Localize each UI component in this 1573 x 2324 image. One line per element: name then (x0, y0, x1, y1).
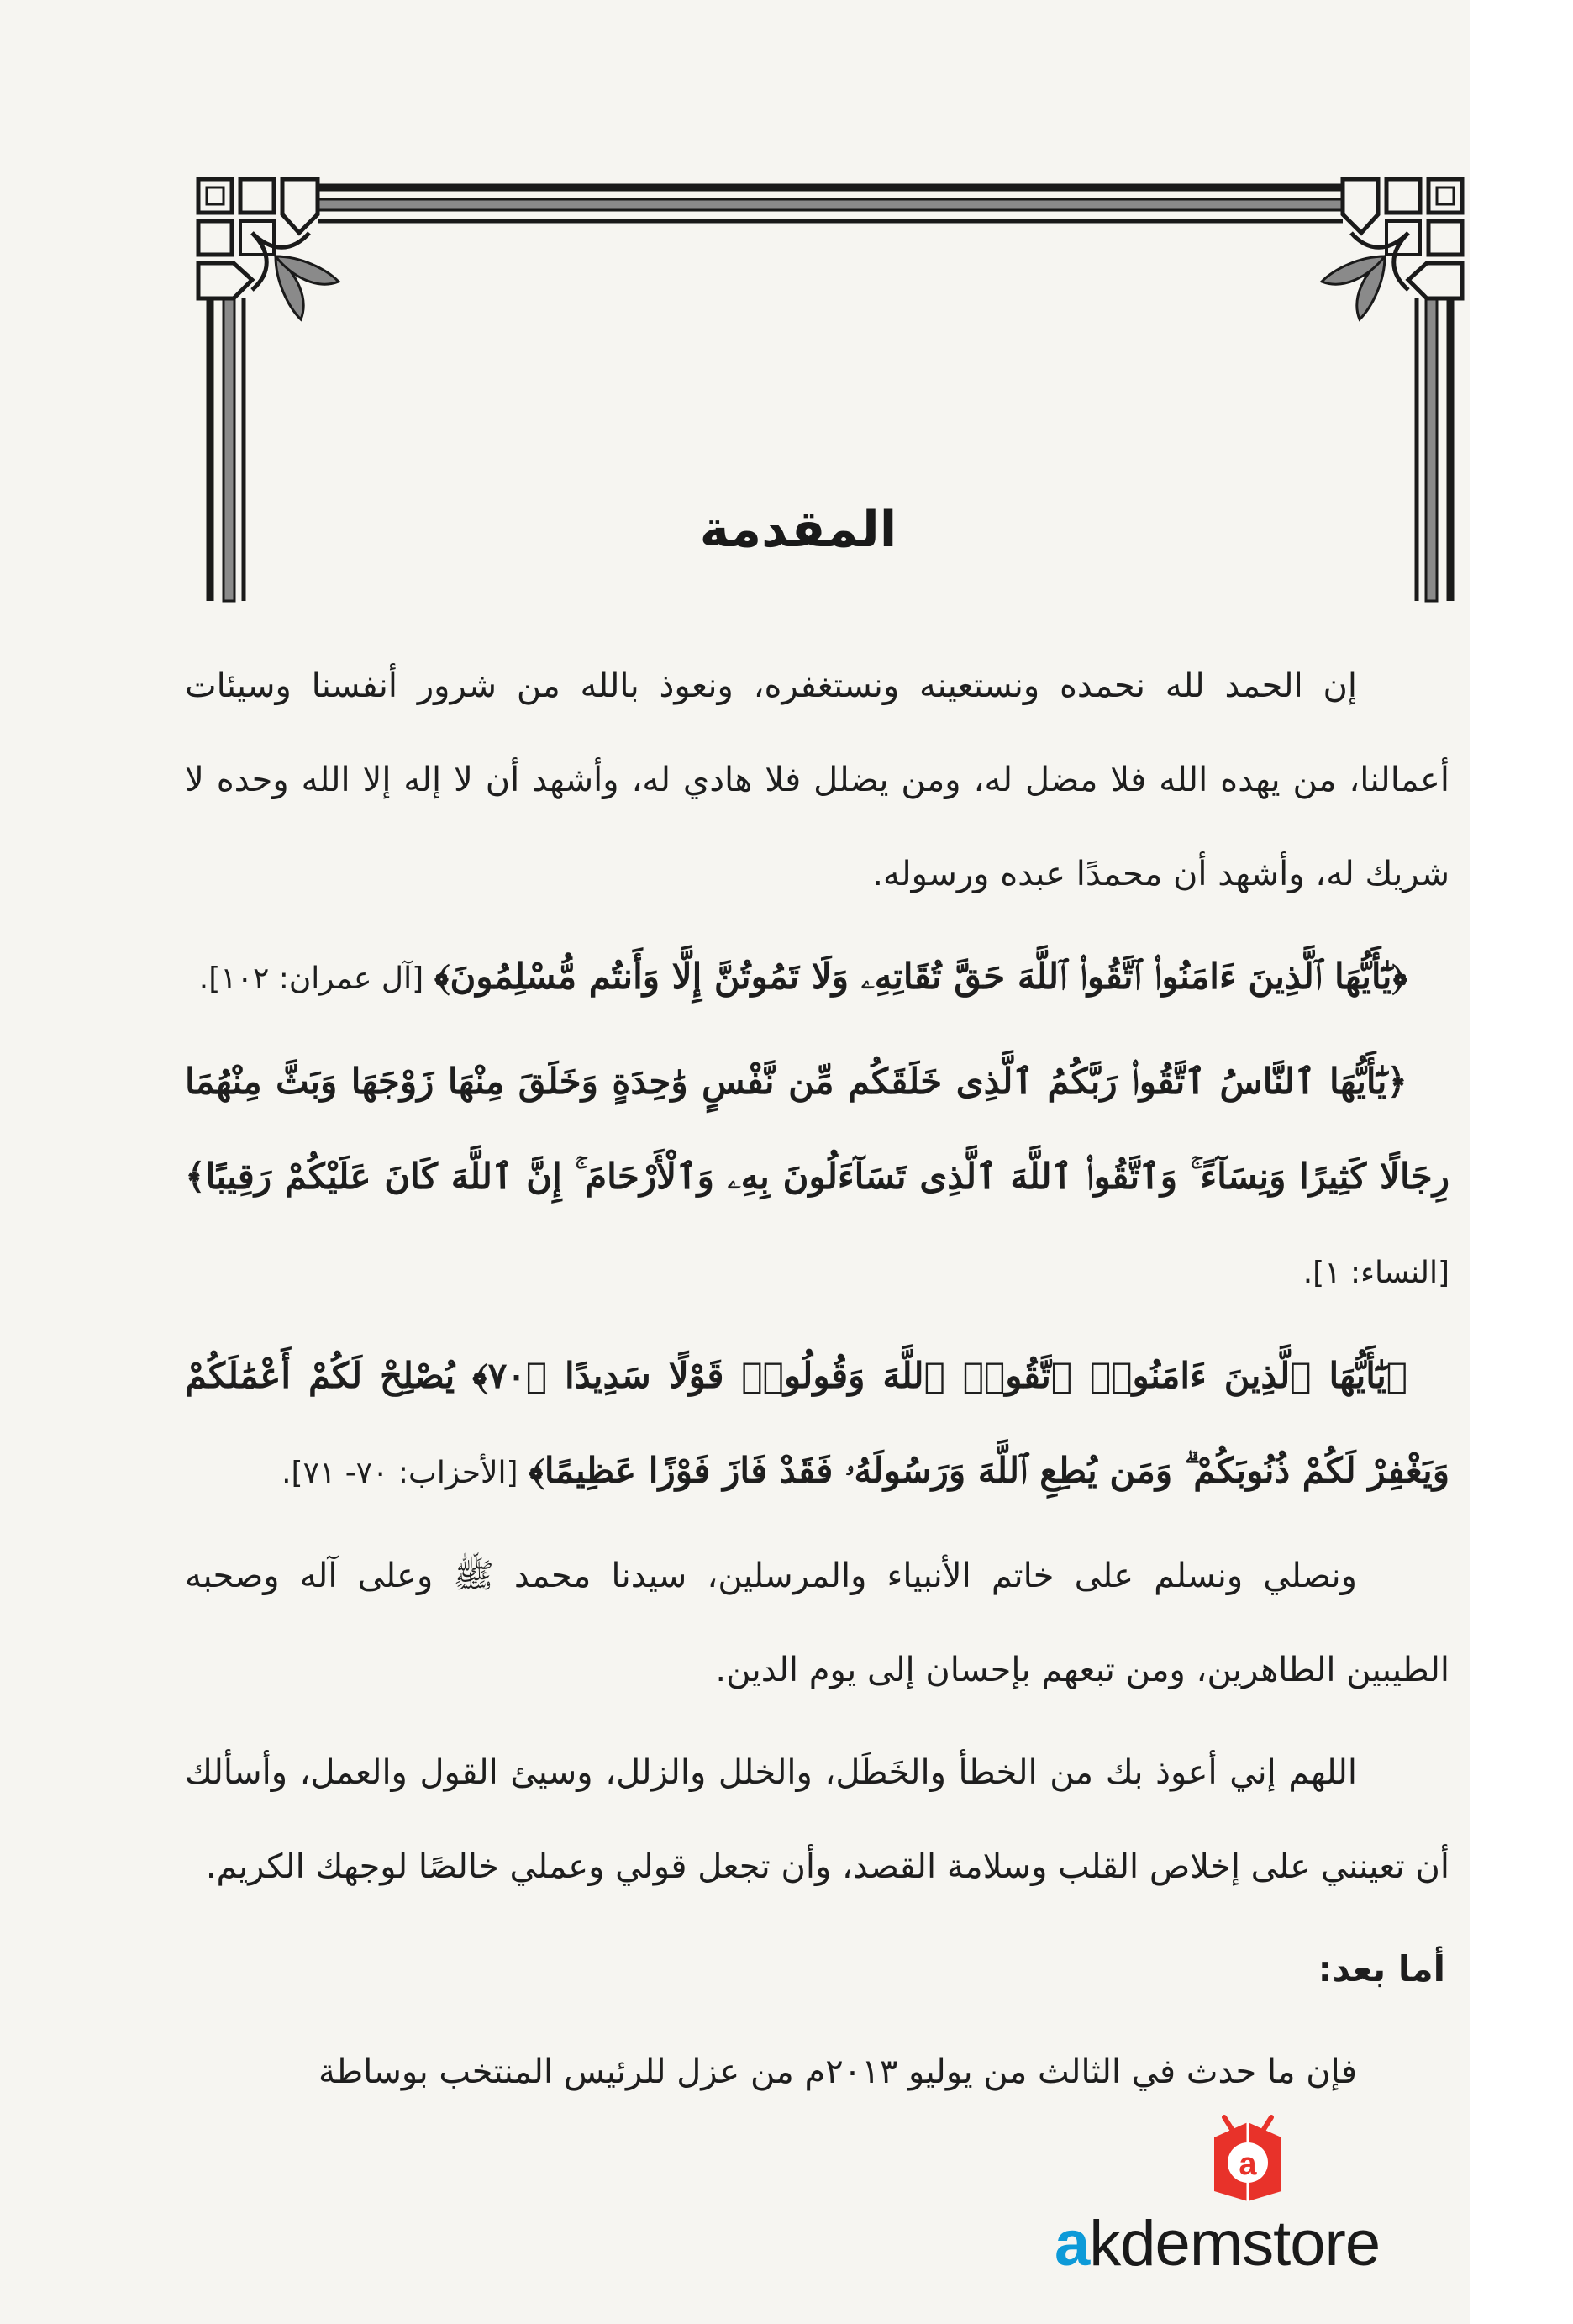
dua-paragraph: اللهم إني أعوذ بك من الخطأ والخَطَل، والخلل والزلل، وسيئ القول والعمل، وأسألك أن تعينني على إخلاص القلب وسلامة القصد، وأن تجعل قولي وعملي خالصًا لوجهك الكريم. (185, 1753, 1449, 1886)
brand-name: kdemstore (1089, 2208, 1381, 2279)
verse-reference: [آل عمران: ١٠٢]. (198, 962, 424, 996)
verse-reference: [النساء: ١]. (1302, 1256, 1449, 1290)
page-margin (1470, 0, 1573, 2324)
section-heading: أما بعد: (1318, 1948, 1445, 1989)
verse-text: ﴿يَٰٓأَيُّهَا ٱلنَّاسُ ٱتَّقُوا۟ رَبَّكُمُ ٱلَّذِى خَلَقَكُم مِّن نَّفْسٍ وَٰحِدَةٍ وَخَلَقَ مِنْهَا زَوْجَهَا وَبَثَّ مِنْهُمَا رِجَالًا كَثِيرًا وَنِسَآءً ۚ وَٱتَّقُوا۟ ٱللَّهَ ٱلَّذِى تَسَآءَلُونَ بِهِۦ وَٱلْأَرْحَامَ ۚ إِنَّ ٱللَّهَ كَانَ عَلَيْكُمْ رَقِيبًا﴾ (185, 1061, 1449, 1197)
page-body (185, 639, 1449, 2127)
quran-verse-1 (185, 930, 1449, 1026)
final-paragraph: فإن ما حدث في الثالث من يوليو ٢٠١٣م من عزل للرئيس المنتخب بوساطة (318, 2053, 1357, 2091)
verse-text: ﴿يَٰٓأَيُّهَا ٱلَّذِينَ ءَامَنُوا۟ ٱتَّقُوا۟ ٱللَّهَ حَقَّ تُقَاتِهِۦ وَلَا تَمُوتُنَّ إِلَّا وَأَنتُم مُّسْلِمُونَ﴾ (434, 956, 1407, 997)
brand-initial: a (1055, 2208, 1090, 2279)
brand-wordmark (1055, 2198, 1458, 2290)
store-watermark (1055, 2114, 1458, 2303)
badge-letter: a (1239, 2147, 1257, 2182)
opening-paragraph: إن الحمد لله نحمده ونستعينه ونستغفره، ونعوذ بالله من شرور أنفسنا وسيئات أعمالنا، من يهده الله فلا مضل له، ومن يضلل فلا هادي له، وأشهد أن لا إله إلا الله وحده لا شريك له، وأشهد أن محمدًا عبده ورسوله. (185, 667, 1449, 893)
chapter-title: المقدمة (699, 500, 897, 559)
verse-text: ﴿يَٰٓأَيُّهَا ٱلَّذِينَ ءَامَنُوا۟ ٱتَّقُوا۟ ٱللَّهَ وَقُولُوا۟ قَوْلًا سَدِيدًا ﴿٧٠﴾ يُصْلِحْ لَكُمْ أَعْمَٰلَكُمْ وَيَغْفِرْ لَكُمْ ذُنُوبَكُمْ ۗ وَمَن يُطِعِ ٱللَّهَ وَرَسُولَهُۥ فَقَدْ فَازَ فَوْزًا عَظِيمًا﴾ (185, 1355, 1449, 1491)
quran-verse-2 (185, 1035, 1449, 1320)
verse-reference: [الأحزاب: ٧٠- ٧١]. (281, 1456, 518, 1490)
quran-verse-3 (185, 1329, 1449, 1520)
book-cart-icon (1206, 2114, 1290, 2202)
salah-paragraph: ونصلي ونسلم على خاتم الأنبياء والمرسلين، سيدنا محمد ﷺ وعلى آله وصحبه الطيبين الطاهرين، ومن تبعهم بإحسان إلى يوم الدين. (185, 1557, 1449, 1689)
